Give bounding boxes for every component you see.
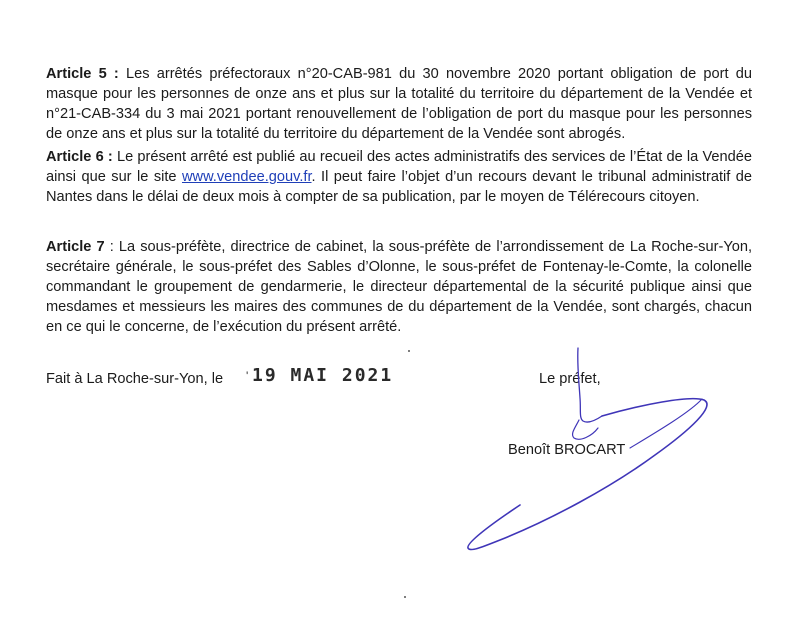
scan-speck bbox=[408, 350, 410, 352]
article-6-text-before: Le présent arrêté est publié au recueil des actes administratifs des services de l’État de la Vendée ainsi que sur le site bbox=[46, 149, 752, 185]
scan-speck bbox=[404, 596, 406, 598]
article-6-label: Article 6 : bbox=[46, 149, 113, 165]
vendee-website-link[interactable]: www.vendee.gouv.fr bbox=[181, 169, 312, 185]
place-of-signing: Fait à La Roche-sur-Yon, le bbox=[46, 371, 224, 387]
stamped-date: 19 MAI 2021 bbox=[252, 365, 394, 386]
signature-main-stroke bbox=[468, 399, 707, 550]
article-6 bbox=[46, 147, 752, 207]
signatory-name: Benoît BROCART bbox=[508, 442, 626, 458]
article-5 bbox=[46, 64, 752, 144]
article-7-text: : La sous-préfète, directrice de cabinet, la sous-préfète de l’arrondissement de La Roche-sur-Yon, secrétaire générale, le sous-préfet des Sables d’Olonne, le sous-préfet de Fontenay-le-Comte, la colonelle commandant le groupement de gendarmerie, le directeur départemental de la sécurité publique ainsi que mesdames et messieurs les maires des communes de du département de la Vendée, sont chargés, chacun en ce qui le concerne, de l’exécution du présent arrêté. bbox=[46, 239, 753, 335]
signatory-title: Le préfet, bbox=[539, 371, 601, 387]
signature-loop bbox=[573, 420, 598, 439]
article-5-text: Les arrêtés préfectoraux n°20-CAB-981 du 30 novembre 2020 portant obligation de port du masque pour les personnes de onze ans et plus sur la totalité du territoire du département de la Vendée et n°21-CAB-334 du 3 mai 2021 portant renouvellement de l’obligation de port du masque pour les personnes de onze ans et plus sur la totalité du territoire du département de la Vendée sont abrogés. bbox=[46, 66, 752, 142]
stamp-mark: ' bbox=[246, 369, 249, 383]
article-7-label: Article 7 bbox=[46, 239, 105, 255]
article-6-text-after: . Il peut faire l’objet d’un recours devant le tribunal administratif de Nantes dans le délai de deux mois à compter de sa publication, par le moyen de Télérecours citoyen. bbox=[46, 169, 752, 205]
article-5-label: Article 5 : bbox=[46, 66, 119, 82]
signature-flourish bbox=[630, 399, 702, 448]
article-7 bbox=[46, 237, 752, 337]
